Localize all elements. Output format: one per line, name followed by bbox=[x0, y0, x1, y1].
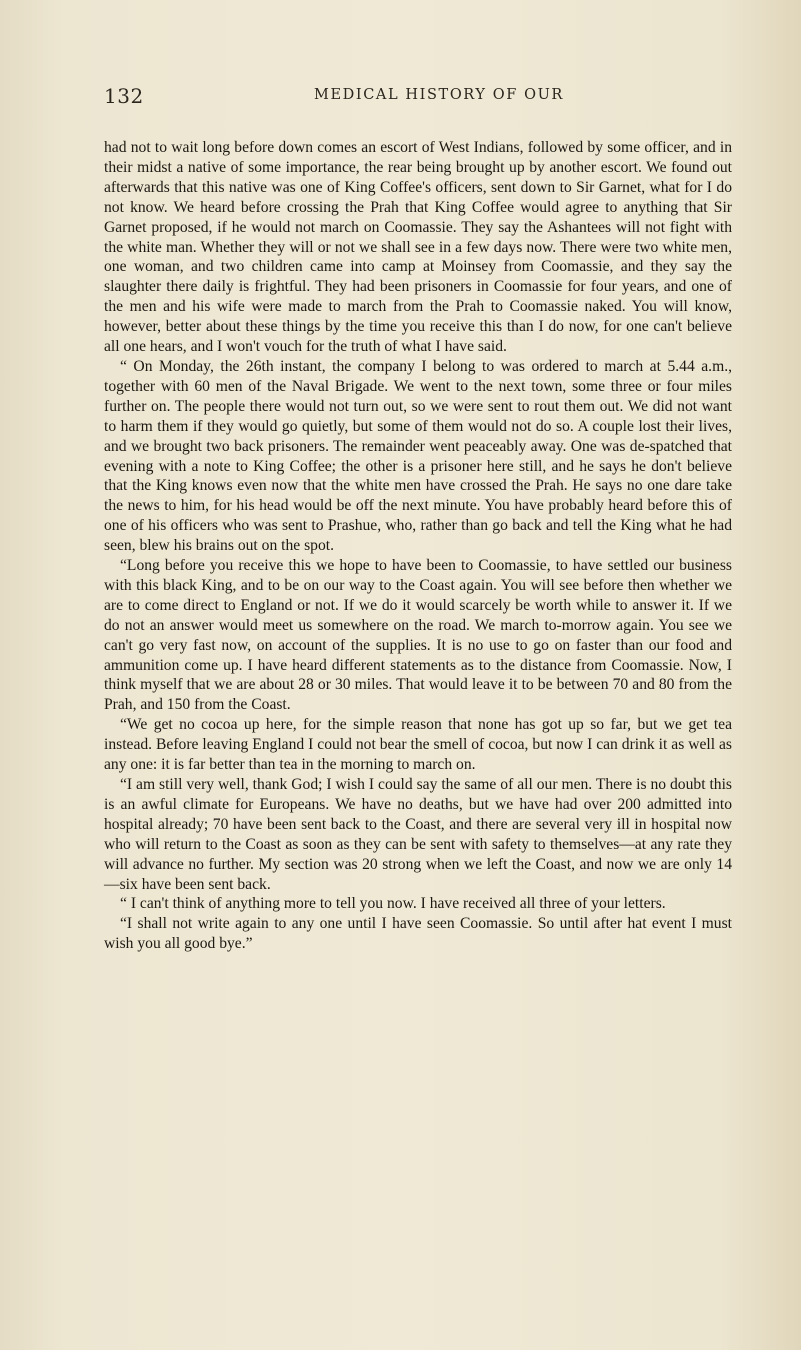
page-header bbox=[104, 84, 734, 120]
paragraph: “I shall not write again to any one until I have seen Coomassie. So until after hat event I must wish you all good bye.” bbox=[104, 915, 732, 953]
paragraph: “Long before you receive this we hope to have been to Coomassie, to have settled our business with this black King, and to be on our way to the Coast again. You will see before then whether we are to come direct to England or not. If we do it would scarcely be worth while to answer it. If we do not an answer would meet us somewhere on the road. We march to-morrow again. You see we can't go very fast now, on account of the supplies. It is no use to go on faster than our food and ammunition come up. I have heard different statements as to the distance from Coomassie. Now, I think myself that we are about 28 or 30 miles. That would leave it to be between 70 and 80 from the Prah, and 150 from the Coast. bbox=[104, 557, 732, 714]
paragraph: “ On Monday, the 26th instant, the company I belong to was ordered to march at 5.44 a.m., together with 60 men of the Naval Brigade. We went to the next town, some three or four miles further on. The people there would not turn out, so we were sent to rout them out. We did not want to harm them if they would go quietly, but some of them would not do so. A couple lost their lives, and we brought two back prisoners. The remainder went peaceably away. One was de-spatched that evening with a note to King Coffee; the other is a prisoner here still, and he says he don't believe that the King knows even now that the white men have crossed the Prah. He says no one dare take the news to him, for his head would be off the next minute. You have probably heard before this of one of his officers who was sent to Prashue, who, rather than go back and tell the King what he had seen, blew his brains out on the spot. bbox=[104, 357, 732, 555]
running-head: MEDICAL HISTORY OF OUR bbox=[314, 87, 564, 103]
paragraph: “I am still very well, thank God; I wish I could say the same of all our men. There is no doubt this is an awful climate for Europeans. We have no deaths, but we have had over 200 admitted into hospital already; 70 have been sent back to the Coast, and there are several very ill in hospital now who will return to the Coast as soon as they can be sent with safety to themselves—at any rate they will advance no further. My section was 20 strong when we left the Coast, and now we are only 14—six have been sent back. bbox=[104, 776, 732, 893]
body-text bbox=[104, 138, 732, 954]
paragraph: “ I can't think of anything more to tell you now. I have received all three of your letters. bbox=[120, 895, 666, 913]
paragraph: had not to wait long before down comes an escort of West Indians, followed by some officer, and in their midst a native of some importance, the rear being brought up by another escort. We found out afterwards that this native was one of King Coffee's officers, sent down to Sir Garnet, what for I do not know. We heard before crossing the Prah that King Coffee would agree to anything that Sir Garnet proposed, if he would not march on Coomassie. They say the Ashantees will not fight with the white man. Whether they will or not we shall see in a few days now. There were two white men, one woman, and two children came into camp at Moinsey from Coomassie, and they say the slaughter there daily is frightful. They had been prisoners in Coomassie for four years, and one of the men and his wife were made to march from the Prah to Coomassie naked. You will know, however, better about these things by the time you receive this than I do now, for one can't believe all one hears, and I won't vouch for the truth of what I have said. bbox=[104, 139, 732, 356]
page-number: 132 bbox=[104, 84, 144, 108]
paragraph: “We get no cocoa up here, for the simple reason that none has got up so far, but we get tea instead. Before leaving England I could not bear the smell of cocoa, but now I can drink it as well as any one: it is far better than tea in the morning to march on. bbox=[104, 716, 732, 774]
